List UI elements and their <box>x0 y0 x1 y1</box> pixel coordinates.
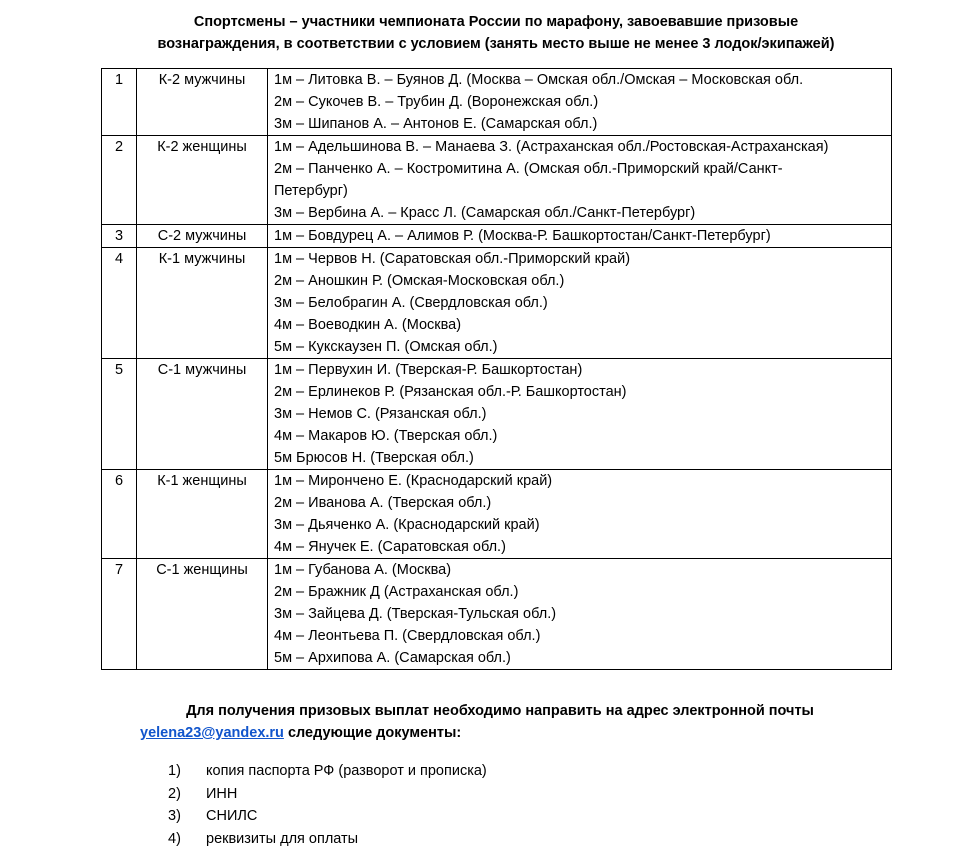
prize-instructions <box>140 700 900 744</box>
table-row <box>102 559 892 670</box>
list-marker: 2) <box>168 785 181 802</box>
list-text: СНИЛС <box>206 808 258 824</box>
boat-category: К-1 женщины <box>137 470 268 559</box>
placings-cell <box>268 359 892 470</box>
list-text: копия паспорта РФ (разворот и прописка) <box>206 763 487 779</box>
list-text: ИНН <box>206 785 238 802</box>
row-number: 3 <box>102 225 137 248</box>
list-marker: 3) <box>168 808 181 824</box>
placing-entry: 1м – Губанова А. (Москва) <box>274 562 452 578</box>
row-number: 5 <box>102 359 137 470</box>
list-marker: 4) <box>168 830 181 847</box>
placings-cell <box>268 225 892 248</box>
list-text: реквизиты для оплаты <box>206 830 359 847</box>
placing-entry: 2м – Аношкин Р. (Омская-Московская обл.) <box>274 273 565 289</box>
list-item <box>168 760 487 783</box>
instructions-line-2 <box>140 725 461 741</box>
placing-entry: 1м – Червов Н. (Саратовская обл.-Приморский край) <box>274 251 631 267</box>
placings-cell <box>268 248 892 359</box>
required-documents-list <box>168 760 487 850</box>
placing-entry: 2м – Сукочев В. – Трубин Д. (Воронежская обл.) <box>274 94 599 110</box>
placing-entry: 3м – Дьяченко А. (Краснодарский край) <box>274 517 540 533</box>
boat-category: С-2 мужчины <box>137 225 268 248</box>
placing-entry: 4м – Янучек Е. (Саратовская обл.) <box>274 539 506 555</box>
row-number: 1 <box>102 69 137 136</box>
placing-entry: 2м – Бражник Д (Астраханская обл.) <box>274 584 519 600</box>
list-item <box>168 783 487 806</box>
placing-entry: 1м – Адельшинова В. – Манаева З. (Астраханская обл./Ростовская-Астраханская) <box>274 139 829 155</box>
placing-entry: 3м – Зайцева Д. (Тверская-Тульская обл.) <box>274 606 557 622</box>
placing-entry: 2м – Ерлинеков Р. (Рязанская обл.-Р. Башкортостан) <box>274 384 627 400</box>
row-number: 6 <box>102 470 137 559</box>
placing-entry: 5м – Архипова А. (Самарская обл.) <box>274 650 511 666</box>
placing-entry: 5м Брюсов Н. (Тверская обл.) <box>274 450 474 466</box>
instructions-line-2-text: следующие документы: <box>283 725 462 741</box>
placing-entry: Петербург) <box>274 183 348 199</box>
placings-cell <box>268 559 892 670</box>
prize-table-body <box>102 69 892 670</box>
placing-entry: 4м – Леонтьева П. (Свердловская обл.) <box>274 628 541 644</box>
boat-category: К-2 мужчины <box>137 69 268 136</box>
placing-entry: 2м – Панченко А. – Костромитина А. (Омская обл.-Приморский край/Санкт- <box>274 161 783 177</box>
placings-cell <box>268 69 892 136</box>
list-marker: 1) <box>168 763 181 779</box>
placing-entry: 3м – Белобрагин А. (Свердловская обл.) <box>274 295 548 311</box>
boat-category: С-1 женщины <box>137 559 268 670</box>
table-row <box>102 225 892 248</box>
placings-cell <box>268 136 892 225</box>
table-row <box>102 470 892 559</box>
table-row <box>102 359 892 470</box>
placing-entry: 4м – Воеводкин А. (Москва) <box>274 317 462 333</box>
boat-category: К-2 женщины <box>137 136 268 225</box>
table-row <box>102 248 892 359</box>
placing-entry: 1м – Литовка В. – Буянов Д. (Москва – Омская обл./Омская – Московская обл. <box>274 72 804 88</box>
placing-entry: 2м – Иванова А. (Тверская обл.) <box>274 495 492 511</box>
placing-entry: 3м – Вербина А. – Красс Л. (Самарская обл./Санкт-Петербург) <box>274 205 696 221</box>
placing-entry: 3м – Шипанов А. – Антонов Е. (Самарская обл.) <box>274 116 598 132</box>
placing-entry: 5м – Кукскаузен П. (Омская обл.) <box>274 339 498 355</box>
placing-entry: 3м – Немов С. (Рязанская обл.) <box>274 406 487 422</box>
table-row <box>102 69 892 136</box>
boat-category: К-1 мужчины <box>137 248 268 359</box>
row-number: 2 <box>102 136 137 225</box>
placing-entry: 1м – Первухин И. (Тверская-Р. Башкортостан) <box>274 362 583 378</box>
instructions-line-1: Для получения призовых выплат необходимо направить на адрес электронной почты <box>186 703 814 719</box>
email-link[interactable]: yelena23@yandex.ru <box>140 725 284 741</box>
list-item <box>168 828 487 851</box>
row-number: 7 <box>102 559 137 670</box>
placing-entry: 4м – Макаров Ю. (Тверская обл.) <box>274 428 498 444</box>
document-title <box>100 11 892 55</box>
row-number: 4 <box>102 248 137 359</box>
prize-winners-table <box>101 68 892 670</box>
table-row <box>102 136 892 225</box>
placing-entry: 1м – Бовдурец А. – Алимов Р. (Москва-Р. Башкортостан/Санкт-Петербург) <box>274 228 771 244</box>
title-line-1: Спортсмены – участники чемпионата России по марафону, завоевавшие призовые <box>193 14 799 30</box>
placing-entry: 1м – Мирончено Е. (Краснодарский край) <box>274 473 553 489</box>
title-line-2: вознаграждения, в соответствии с условием (занять место выше не менее 3 лодок/экипажей) <box>157 36 835 52</box>
boat-category: С-1 мужчины <box>137 359 268 470</box>
placings-cell <box>268 470 892 559</box>
list-item <box>168 805 487 828</box>
